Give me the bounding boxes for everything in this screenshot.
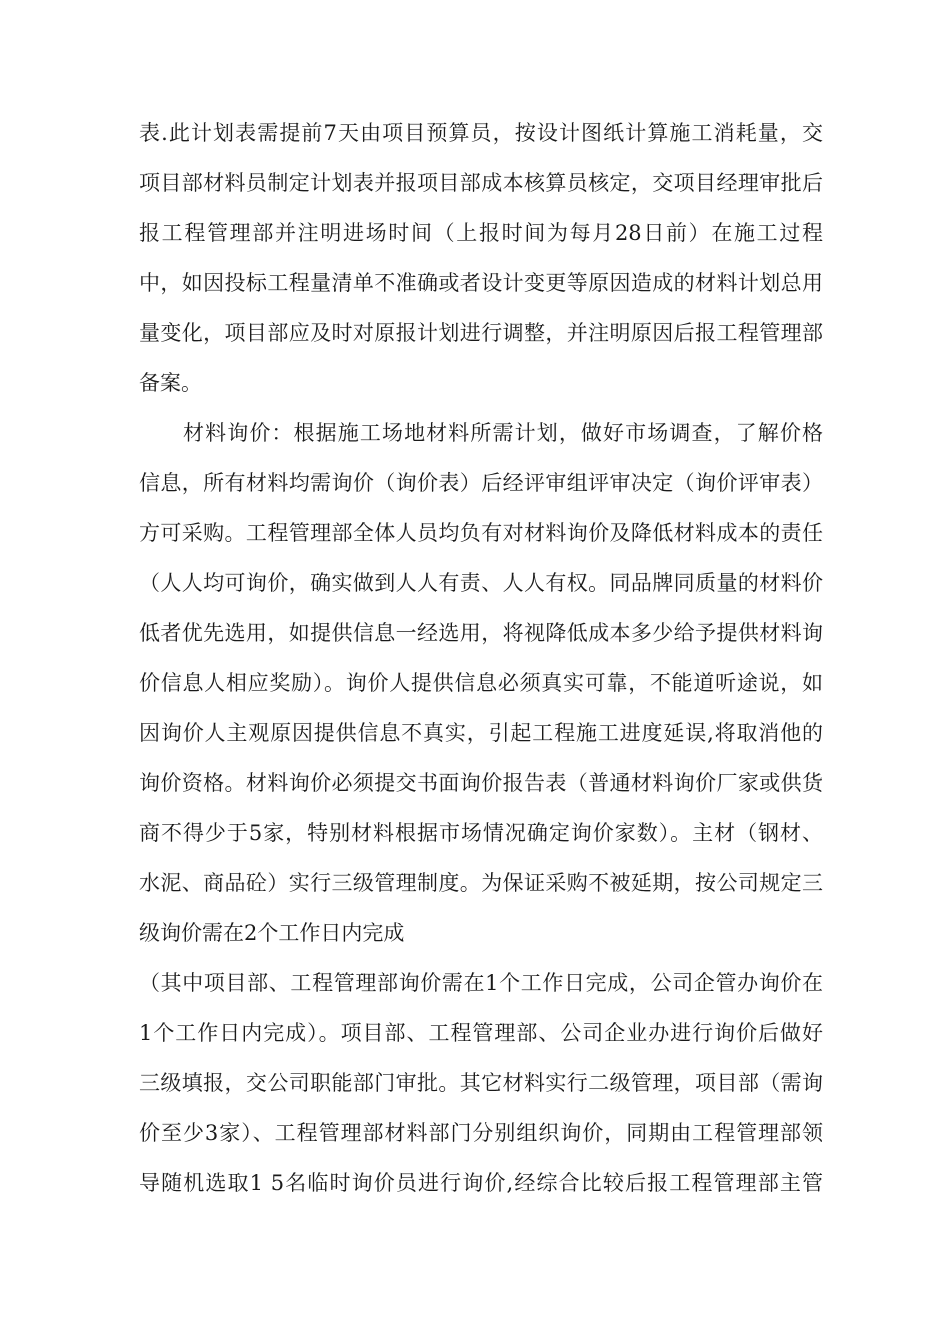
paragraph-3-line-1: （其中项目部、工程管理部询价需在1个工作日完成，公司企管办询价在 — [139, 971, 823, 995]
paragraph-2-line-7: 因询价人主观原因提供信息不真实，引起工程施工进度延误,将取消他的 — [139, 721, 823, 745]
paragraph-1-line-5: 量变化，项目部应及时对原报计划进行调整，并注明原因后报工程管理部 — [139, 321, 823, 345]
paragraph-2-line-2: 信息，所有材料均需询价（询价表）后经评审组评审决定（询价评审表） — [139, 471, 823, 495]
paragraph-1-line-1: 表.此计划表需提前7天由项目预算员，按设计图纸计算施工消耗量，交 — [139, 121, 823, 145]
paragraph-3-line-3: 三级填报，交公司职能部门审批。其它材料实行二级管理，项目部（需询 — [139, 1071, 823, 1095]
paragraph-2-line-9: 商不得少于5家，特别材料根据市场情况确定询价家数）。主材（钢材、 — [139, 821, 823, 845]
paragraph-2-line-5: 低者优先选用，如提供信息一经选用，将视降低成本多少给予提供材料询 — [139, 621, 823, 645]
paragraph-2-line-3: 方可采购。工程管理部全体人员均负有对材料询价及降低材料成本的责任 — [139, 521, 823, 545]
paragraph-2-line-6: 价信息人相应奖励）。询价人提供信息必须真实可靠，不能道听途说，如 — [139, 671, 823, 695]
paragraph-1-line-6: 备案。 — [139, 371, 202, 395]
paragraph-2-line-8: 询价资格。材料询价必须提交书面询价报告表（普通材料询价厂家或供货 — [139, 771, 823, 795]
paragraph-3-line-5: 导随机选取1 5名临时询价员进行询价,经综合比较后报工程管理部主管 — [139, 1171, 823, 1195]
paragraph-1-line-3: 报工程管理部并注明进场时间（上报时间为每月28日前）在施工过程 — [139, 221, 823, 245]
paragraph-2-line-10: 水泥、商品砼）实行三级管理制度。为保证采购不被延期，按公司规定三 — [139, 871, 823, 895]
paragraph-3-line-2: 1个工作日内完成）。项目部、工程管理部、公司企业办进行询价后做好 — [139, 1021, 823, 1045]
paragraph-1-line-2: 项目部材料员制定计划表并报项目部成本核算员核定，交项目经理审批后 — [139, 171, 823, 195]
paragraph-2-line-4: （人人均可询价，确实做到人人有责、人人有权。同品牌同质量的材料价 — [139, 571, 823, 595]
paragraph-1-line-4: 中，如因投标工程量清单不准确或者设计变更等原因造成的材料计划总用 — [139, 271, 823, 295]
paragraph-2-line-1: 材料询价：根据施工场地材料所需计划，做好市场调查，了解价格 — [183, 421, 823, 445]
paragraph-2-line-11: 级询价需在2个工作日内完成 — [139, 921, 405, 945]
paragraph-3-line-4: 价至少3家）、工程管理部材料部门分别组织询价，同期由工程管理部领 — [139, 1121, 823, 1145]
